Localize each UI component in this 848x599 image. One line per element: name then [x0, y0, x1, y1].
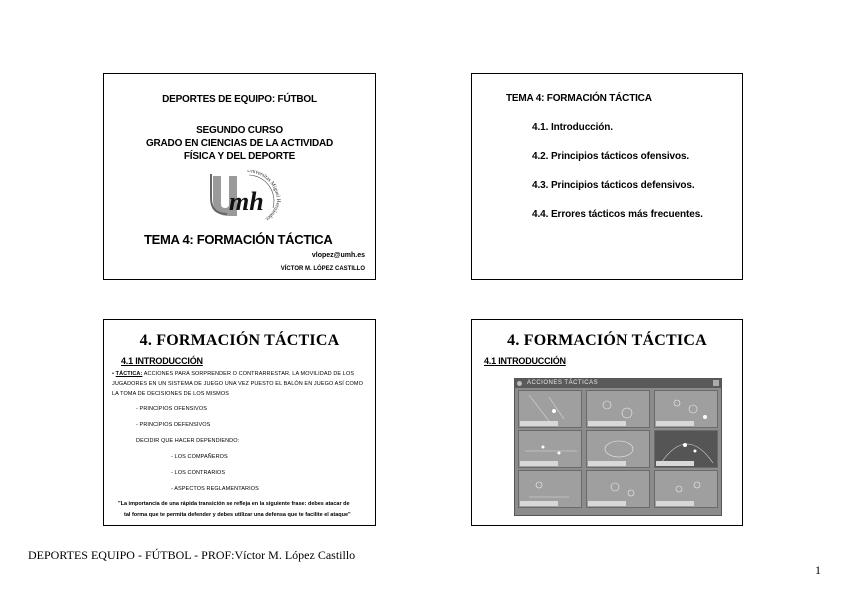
agenda-item: 4.1. Introducción.	[532, 122, 613, 133]
course-title: DEPORTES DE EQUIPO: FÚTBOL	[162, 94, 317, 105]
principle-offensive: - PRINCIPIOS OFENSIVOS	[136, 406, 207, 412]
degree-line-1: GRADO EN CIENCIAS DE LA ACTIVIDAD	[145, 138, 334, 149]
author-name: VÍCTOR M. LÓPEZ CASTILLO	[280, 266, 365, 272]
page-footer: DEPORTES EQUIPO - FÚTBOL - PROF:Víctor M. López Castillo	[28, 548, 356, 562]
depend-opponents: - LOS CONTRARIOS	[171, 470, 226, 476]
quote-line-1: "La importancia de una rápida transición se refleja en la siguiente frase: debes atacar de	[118, 501, 350, 507]
slide-4	[471, 319, 743, 526]
umh-logo	[207, 170, 281, 226]
tactica-definition: • TÁCTICA: ACCIONES PARA SORPRENDER O CONTRARRESTAR. LA MOVILIDAD DE LOS JUGADORES EN UN SISTEMA DE JUEGO UNA VEZ PUESTO EL BALÓN EN JUEGO ASÍ COMO LA TOMA DE DECISIONES DE LOS MISMOS	[112, 371, 363, 397]
agenda-item: 4.4. Errores tácticos más frecuentes.	[532, 209, 703, 220]
tactic-thumbnail	[518, 430, 582, 468]
agenda-title: TEMA 4: FORMACIÓN TÁCTICA	[506, 93, 652, 104]
section-heading: 4.1 INTRODUCCIÓN	[484, 356, 566, 366]
section-heading: 4.1 INTRODUCCIÓN	[121, 356, 203, 366]
agenda-item: 4.3. Principios tácticos defensivos.	[532, 180, 695, 191]
tactica-text: ACCIONES PARA SORPRENDER O CONTRARRESTAR. LA MOVILIDAD DE LOS JUGADORES EN UN SISTEMA DE JUEGO UNA VEZ PUESTO EL BALÓN EN JUEGO ASÍ COMO LA TOMA DE DECISIONES DE LOS MISMOS	[112, 371, 363, 397]
page-number: 1	[815, 563, 821, 577]
slide-1	[103, 73, 376, 280]
tactic-thumbnail	[654, 430, 718, 468]
depend-teammates: - LOS COMPAÑEROS	[171, 454, 228, 460]
tactic-thumbnail	[586, 470, 650, 508]
screenshot-title-bar	[515, 379, 721, 388]
tactic-thumbnail	[586, 430, 650, 468]
slide-3	[103, 319, 376, 526]
tactica-term: TÁCTICA:	[115, 371, 143, 377]
degree-line-2: FÍSICA Y DEL DEPORTE	[183, 151, 296, 162]
app-icon	[517, 381, 522, 386]
tactic-thumbnail	[518, 470, 582, 508]
tema-title: TEMA 4: FORMACIÓN TÁCTICA	[144, 232, 333, 247]
tactic-thumbnail	[654, 470, 718, 508]
slide-title: 4. FORMACIÓN TÁCTICA	[507, 332, 707, 349]
course-year: SEGUNDO CURSO	[196, 125, 283, 136]
principle-defensive: - PRINCIPIOS DEFENSIVOS	[136, 422, 211, 428]
decide-heading: DECIDIR QUE HACER DEPENDIENDO:	[136, 438, 240, 444]
slide-2	[471, 73, 743, 280]
svg-text:Universitas Miguel Hernández: Universitas Miguel Hernández	[246, 170, 281, 222]
screenshot-title: ACCIONES TÁCTICAS	[527, 380, 599, 386]
quote-line-2: tal forma que te permita defender y debes utilizar una defensa que te facilite el ataque"	[124, 512, 351, 518]
author-email: vlopez@umh.es	[311, 252, 365, 259]
close-icon	[713, 380, 719, 386]
tactic-thumbnail	[654, 390, 718, 428]
tactical-actions-screenshot	[514, 378, 722, 516]
agenda-item: 4.2. Principios tácticos ofensivos.	[532, 151, 690, 162]
depend-rules: - ASPECTOS REGLAMENTARIOS	[171, 486, 259, 492]
tactic-thumbnail	[586, 390, 650, 428]
slide-title: 4. FORMACIÓN TÁCTICA	[139, 332, 340, 349]
svg-text:mh: mh	[229, 187, 264, 216]
tactic-thumbnail	[518, 390, 582, 428]
